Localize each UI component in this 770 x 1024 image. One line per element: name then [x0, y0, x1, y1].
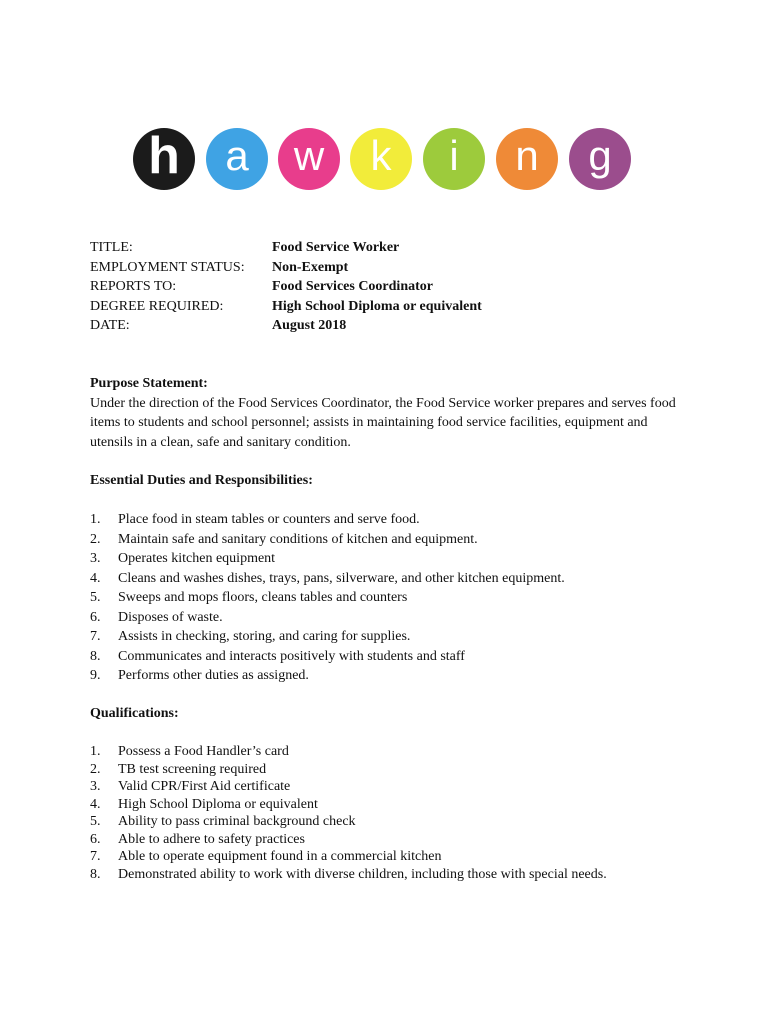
header-value: High School Diploma or equivalent: [272, 298, 482, 314]
list-text: High School Diploma or equivalent: [118, 796, 318, 812]
logo-circle-n: n: [496, 128, 558, 190]
list-item: [90, 866, 607, 884]
header-value: Non-Exempt: [272, 259, 349, 275]
header-row-reports-to: [90, 277, 482, 297]
list-text: Communicates and interacts positively with students and staff: [118, 648, 465, 664]
list-item: [90, 530, 565, 550]
list-item: [90, 796, 607, 814]
list-text: TB test screening required: [118, 761, 267, 777]
header-row-date: [90, 316, 482, 336]
logo-circle-i: i: [423, 128, 485, 190]
list-number: 6.: [90, 831, 101, 847]
list-text: Able to operate equipment found in a commercial kitchen: [118, 849, 442, 864]
header-value: Food Services Coordinator: [272, 279, 433, 294]
list-number: 2.: [90, 761, 101, 777]
header-row-employment-status: [90, 258, 482, 278]
header-key: DATE:: [90, 318, 130, 333]
header-row-title: [90, 238, 482, 258]
header-key: DEGREE REQUIRED:: [90, 298, 224, 314]
list-text: Assists in checking, storing, and caring for supplies.: [118, 629, 411, 644]
job-header-table: [90, 238, 482, 336]
purpose-title: Purpose Statement:: [90, 376, 208, 391]
list-item: [90, 588, 565, 608]
hawking-logo: [133, 128, 633, 192]
list-text: Disposes of waste.: [118, 609, 223, 625]
logo-circle-g: g: [569, 128, 631, 190]
list-number: 3.: [90, 551, 101, 566]
purpose-section: [90, 374, 690, 452]
header-value: August 2018: [272, 318, 347, 333]
list-number: 3.: [90, 779, 101, 794]
list-item: [90, 813, 607, 831]
list-item: [90, 761, 607, 779]
list-number: 8.: [90, 866, 101, 882]
list-item: [90, 831, 607, 849]
list-number: 1.: [90, 512, 101, 527]
header-key: TITLE:: [90, 240, 133, 255]
list-text: Maintain safe and sanitary conditions of kitchen and equipment.: [118, 531, 478, 547]
list-number: 9.: [90, 668, 101, 683]
list-item: [90, 743, 607, 761]
list-item: [90, 666, 565, 686]
list-item: [90, 549, 565, 569]
duties-title: Essential Duties and Responsibilities:: [90, 473, 313, 488]
list-number: 7.: [90, 629, 101, 644]
list-number: 2.: [90, 531, 101, 547]
logo-circle-a: a: [206, 128, 268, 190]
list-number: 5.: [90, 814, 101, 829]
list-number: 7.: [90, 849, 101, 864]
list-text: Place food in steam tables or counters and serve food.: [118, 512, 420, 527]
list-number: 6.: [90, 609, 101, 625]
list-item: [90, 510, 565, 530]
header-key: EMPLOYMENT STATUS:: [90, 259, 245, 275]
header-value: Food Service Worker: [272, 240, 400, 255]
logo-circle-k: k: [350, 128, 412, 190]
list-text: Cleans and washes dishes, trays, pans, silverware, and other kitchen equipment.: [118, 570, 565, 586]
header-key: REPORTS TO:: [90, 279, 177, 294]
list-text: Ability to pass criminal background check: [118, 814, 356, 829]
header-row-degree-required: [90, 297, 482, 317]
list-text: Possess a Food Handler’s card: [118, 744, 289, 759]
list-number: 8.: [90, 648, 101, 664]
logo-circle-h: h: [133, 128, 195, 190]
list-text: Able to adhere to safety practices: [118, 831, 305, 847]
list-item: [90, 778, 607, 796]
list-text: Operates kitchen equipment: [118, 551, 276, 566]
logo-circle-w: w: [278, 128, 340, 190]
list-item: [90, 627, 565, 647]
list-number: 5.: [90, 590, 101, 605]
list-text: Sweeps and mops floors, cleans tables and counters: [118, 590, 408, 605]
list-item: [90, 608, 565, 628]
qualifications-list: [90, 743, 607, 883]
purpose-text: Under the direction of the Food Services Coordinator, the Food Service worker prepares and serves food items to students and school personnel; assists in maintaining food service facilities, equipment and utensils in a clean, safe and sanitary condition.: [90, 395, 676, 450]
list-item: [90, 569, 565, 589]
qualifications-title: Qualifications:: [90, 706, 179, 721]
list-text: Valid CPR/First Aid certificate: [118, 779, 291, 794]
list-item: [90, 647, 565, 667]
duties-list: [90, 510, 565, 686]
list-number: 4.: [90, 796, 101, 812]
list-number: 4.: [90, 570, 101, 586]
list-number: 1.: [90, 744, 101, 759]
list-text: Demonstrated ability to work with diverse children, including those with special needs.: [118, 866, 607, 882]
list-text: Performs other duties as assigned.: [118, 668, 309, 683]
list-item: [90, 848, 607, 866]
